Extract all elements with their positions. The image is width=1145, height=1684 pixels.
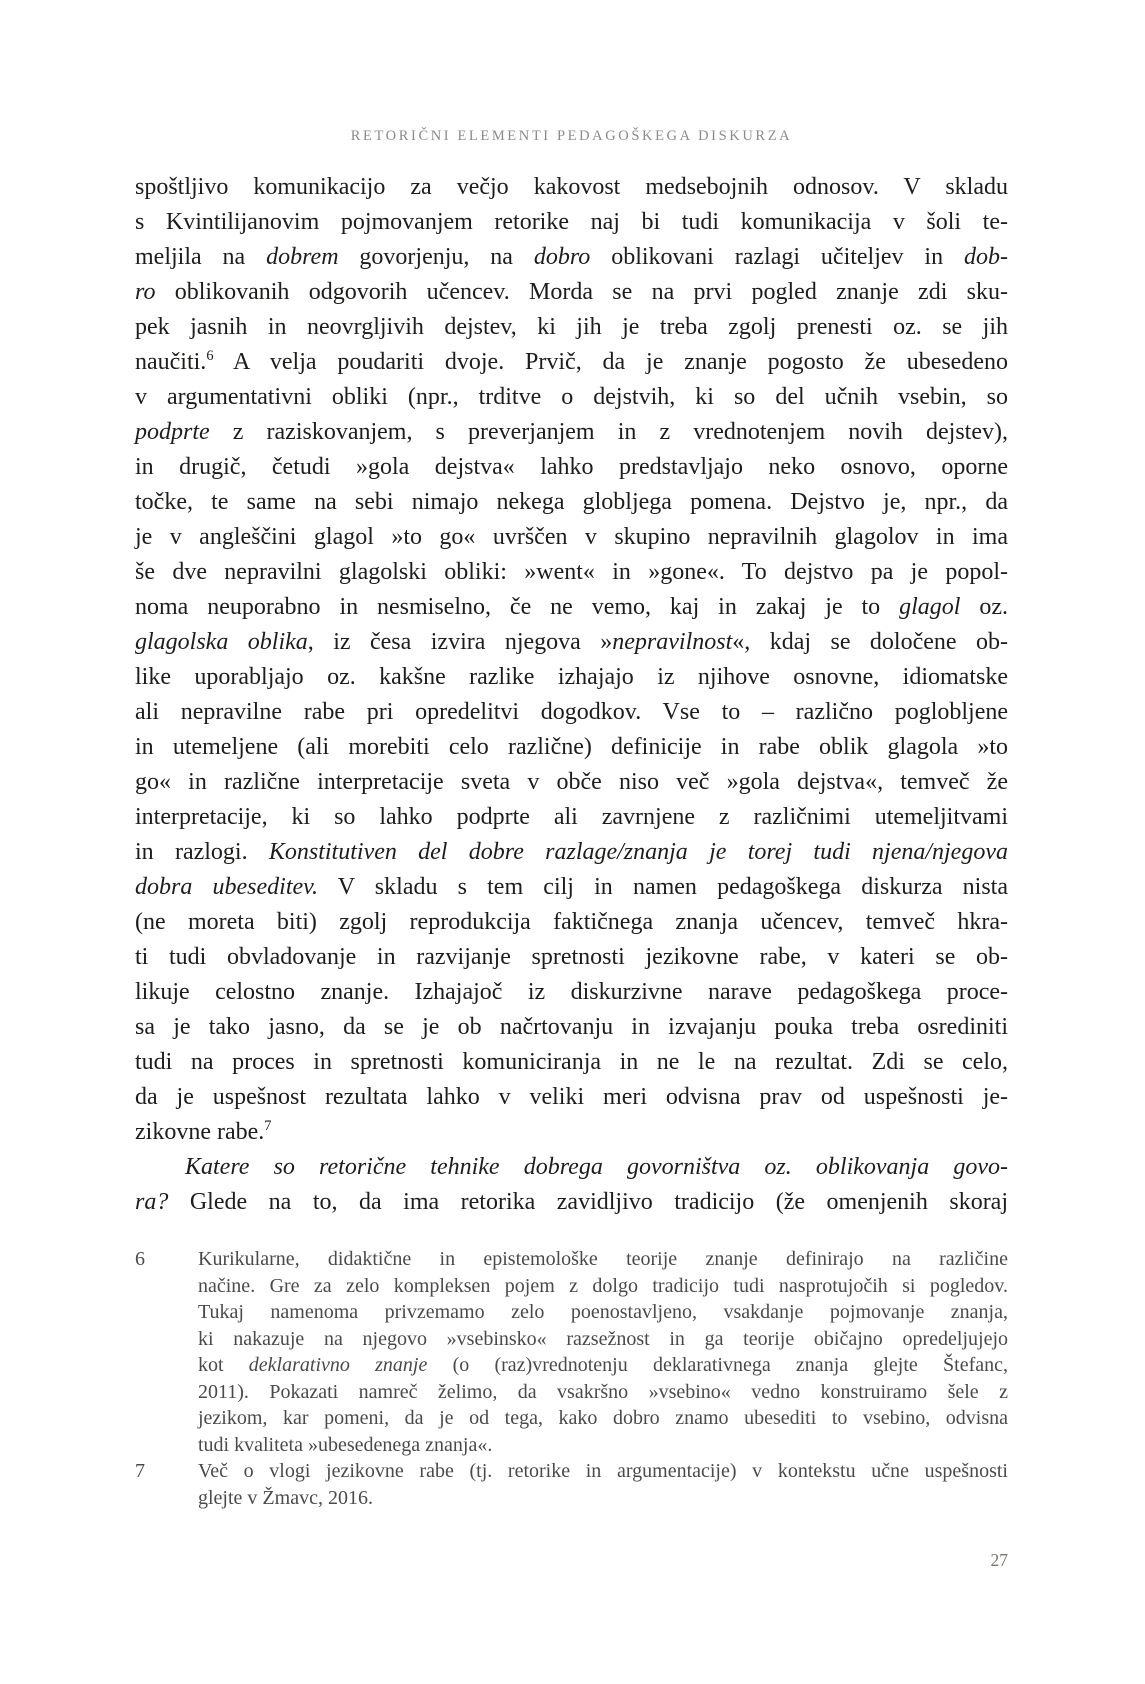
text-run: jezikom, kar pomeni, da je od tega, kako dobro znamo ubesediti to vsebino, odvisna bbox=[198, 1407, 1008, 1429]
text-run: in drugič, četudi »gola dejstva« lahko predstavljajo neko osnovo, oporne bbox=[135, 454, 1008, 480]
footnote-lines bbox=[198, 1458, 1008, 1511]
body-line bbox=[135, 310, 1008, 345]
body-line bbox=[135, 170, 1008, 205]
text-run: Konstitutiven del dobre razlage/znanja je torej tudi njena/njegova bbox=[268, 839, 1008, 865]
body-line bbox=[135, 380, 1008, 415]
text-run: dobrem bbox=[266, 244, 339, 270]
text-run: like uporabljajo oz. kakšne razlike izhajajo iz njihove osnovne, idiomatske bbox=[135, 664, 1008, 690]
body-line bbox=[135, 485, 1008, 520]
text-run: deklarativno znanje bbox=[248, 1354, 428, 1376]
footnote-line bbox=[198, 1299, 1008, 1326]
text-run: sa je tako jasno, da se je ob načrtovanju in izvajanju pouka treba osrediniti bbox=[135, 1014, 1008, 1040]
text-run: oblikovani razlagi učiteljev in bbox=[590, 244, 964, 270]
text-run: ro bbox=[135, 279, 156, 305]
text-run: tudi na proces in spretnosti komuniciranja in ne le na rezultat. Zdi se celo, bbox=[135, 1049, 1008, 1075]
text-run: je v angleščini glagol »to go« uvrščen v skupino nepravilnih glagolov in ima bbox=[135, 524, 1008, 550]
body-line bbox=[135, 765, 1008, 800]
text-run: Kurikularne, didaktične in epistemološke teorije znanje definirajo na različine bbox=[198, 1248, 1008, 1270]
body-line bbox=[135, 1115, 1008, 1150]
body-line bbox=[135, 1010, 1008, 1045]
body-line bbox=[135, 275, 1008, 310]
body-line bbox=[135, 450, 1008, 485]
footnote-line bbox=[198, 1352, 1008, 1379]
text-run: Tukaj namenoma privzemamo zelo poenostavljeno, vsakdanje pojmovanje znanja, bbox=[198, 1301, 1008, 1323]
text-run: ra? bbox=[135, 1189, 169, 1215]
body-line bbox=[135, 905, 1008, 940]
footnote-line bbox=[198, 1485, 1008, 1512]
text-run: Katere so retorične tehnike dobrega govorništva oz. oblikovanja govo- bbox=[185, 1154, 1008, 1180]
text-run: ki nakazuje na njegovo »vsebinsko« razsežnost in ga teorije običajno opredeljujejo bbox=[198, 1327, 1008, 1350]
text-run: da je uspešnost rezultata lahko v veliki meri odvisna prav od uspešnosti je- bbox=[135, 1084, 1008, 1110]
footnote-number: 7 bbox=[135, 1460, 145, 1482]
body-line bbox=[135, 1185, 1008, 1220]
text-run: , iz česa izvira njegova » bbox=[307, 629, 613, 655]
text-run: točke, te same na sebi nimajo nekega globljega pomena. Dejstvo je, npr., da bbox=[135, 489, 1008, 515]
text-run: dob- bbox=[964, 244, 1008, 270]
text-run: Več o vlogi jezikovne rabe (tj. retorike in argumentacije) v kontekstu učne uspešnosti bbox=[198, 1460, 1008, 1482]
text-run: (o (raz)vrednotenju deklarativnega znanja glejte Štefanc, bbox=[427, 1354, 1008, 1376]
body-line bbox=[135, 415, 1008, 450]
body-line bbox=[135, 1080, 1008, 1115]
body-line bbox=[135, 205, 1008, 240]
text-run: A velja poudariti dvoje. Prvič, da je znanje pogosto že ubesedeno bbox=[213, 349, 1008, 375]
text-run: in razlogi. bbox=[135, 839, 269, 865]
text-run: glagol bbox=[899, 594, 961, 620]
text-run: še dve nepravilni glagolski obliki: »went« in »gone«. To dejstvo pa je popol- bbox=[135, 559, 1008, 585]
body-line bbox=[135, 940, 1008, 975]
footnote bbox=[135, 1246, 1008, 1458]
text-run: V skladu s tem cilj in namen pedagoškega diskurza nista bbox=[318, 874, 1008, 900]
text-run: meljila na bbox=[135, 244, 267, 270]
body-line bbox=[135, 555, 1008, 590]
text-run: nepravilnost bbox=[612, 629, 733, 655]
text-run: kot bbox=[198, 1354, 249, 1376]
footnote-line bbox=[198, 1432, 1008, 1459]
page-number: 27 bbox=[990, 1550, 1008, 1570]
text-run: glejte v Žmavc, 2016. bbox=[198, 1486, 373, 1509]
text-run: spoštljivo komunikacijo za večjo kakovost medsebojnih odnosov. V skladu bbox=[135, 174, 1008, 200]
body-line bbox=[135, 975, 1008, 1010]
text-run: podprte bbox=[135, 419, 210, 445]
body-line bbox=[135, 240, 1008, 275]
footnote-marker: 6 bbox=[206, 348, 214, 364]
text-run: ali nepravilne rabe pri opredelitvi dogodkov. Vse to – različno poglobljene bbox=[135, 699, 1008, 725]
text-run: noma neuporabno in nesmiselno, če ne vemo, kaj in zakaj je to bbox=[135, 594, 900, 620]
body-line bbox=[135, 590, 1008, 625]
footnote-line bbox=[198, 1405, 1008, 1432]
footnote-line bbox=[198, 1246, 1008, 1273]
body-line bbox=[135, 695, 1008, 730]
text-run: dobro bbox=[533, 244, 591, 270]
text-run: dobra ubeseditev. bbox=[135, 874, 319, 900]
footnote-section bbox=[135, 1246, 1008, 1511]
text-run: likuje celostno znanje. Izhajajoč iz diskurzivne narave pedagoškega proce- bbox=[135, 979, 1008, 1005]
text-run: 2011). Pokazati namreč želimo, da vsakršno »vsebino« vedno konstruiramo šele z bbox=[198, 1380, 1008, 1403]
text-run: interpretacije, ki so lahko podprte ali zavrnjene z različnimi utemeljitvami bbox=[135, 804, 1008, 830]
text-run: v argumentativni obliki (npr., trditve o dejstvih, ki so del učnih vsebin, so bbox=[135, 384, 1008, 410]
text-run: ti tudi obvladovanje in razvijanje spretnosti jezikovne rabe, v kateri se ob- bbox=[135, 944, 1008, 970]
text-run: govorjenju, na bbox=[338, 244, 534, 270]
body-line bbox=[135, 625, 1008, 660]
body-line bbox=[135, 835, 1008, 870]
text-run: s Kvintilijanovim pojmovanjem retorike naj bi tudi komunikacija v šoli te- bbox=[135, 209, 1008, 235]
footnote bbox=[135, 1458, 1008, 1511]
body-line bbox=[135, 660, 1008, 695]
text-run: z raziskovanjem, s preverjanjem in z vrednotenjem novih dejstev), bbox=[209, 419, 1008, 445]
text-run: go« in različne interpretacije sveta v obče niso več »gola dejstva«, temveč že bbox=[135, 769, 1008, 795]
text-run: Glede na to, da ima retorika zavidljivo tradicijo (že omenjenih skoraj bbox=[168, 1189, 1008, 1215]
body-line bbox=[135, 800, 1008, 835]
body-line bbox=[135, 870, 1008, 905]
text-run: oblikovanih odgovorih učencev. Morda se na prvi pogled znanje zdi sku- bbox=[155, 279, 1008, 305]
text-run: naučiti. bbox=[135, 349, 207, 375]
body-line bbox=[135, 520, 1008, 555]
text-run: zikovne rabe. bbox=[135, 1119, 265, 1145]
body-line bbox=[135, 345, 1008, 380]
body-text bbox=[135, 170, 1008, 1220]
footnote-line bbox=[198, 1326, 1008, 1353]
footnote-lines bbox=[198, 1246, 1008, 1458]
footnote-marker: 7 bbox=[264, 1118, 272, 1134]
footnote-number: 6 bbox=[135, 1248, 145, 1270]
text-run: (ne moreta biti) zgolj reprodukcija faktičnega znanja učencev, temveč hkra- bbox=[135, 909, 1008, 935]
body-line bbox=[135, 730, 1008, 765]
text-run: glagolska oblika bbox=[135, 629, 308, 655]
body-line bbox=[135, 1150, 1008, 1185]
footnote-line bbox=[198, 1273, 1008, 1300]
text-run: pek jasnih in neovrgljivih dejstev, ki jih je treba zgolj prenesti oz. se jih bbox=[135, 314, 1008, 340]
running-header: RETORIČNI ELEMENTI PEDAGOŠKEGA DISKURZA bbox=[350, 128, 793, 144]
text-run: tudi kvaliteta »ubesedenega znanja«. bbox=[198, 1433, 493, 1456]
body-line bbox=[135, 1045, 1008, 1080]
text-run: «, kdaj se določene ob- bbox=[732, 629, 1008, 655]
footnote-line bbox=[198, 1458, 1008, 1485]
text-run: oz. bbox=[960, 594, 1009, 620]
footnote-line bbox=[198, 1379, 1008, 1406]
text-run: načine. Gre za zelo kompleksen pojem z dolgo tradicijo tudi nasprotujočih si pogledov. bbox=[198, 1274, 1008, 1297]
text-run: in utemeljene (ali morebiti celo različne) definicije in rabe oblik glagola »to bbox=[135, 734, 1008, 760]
